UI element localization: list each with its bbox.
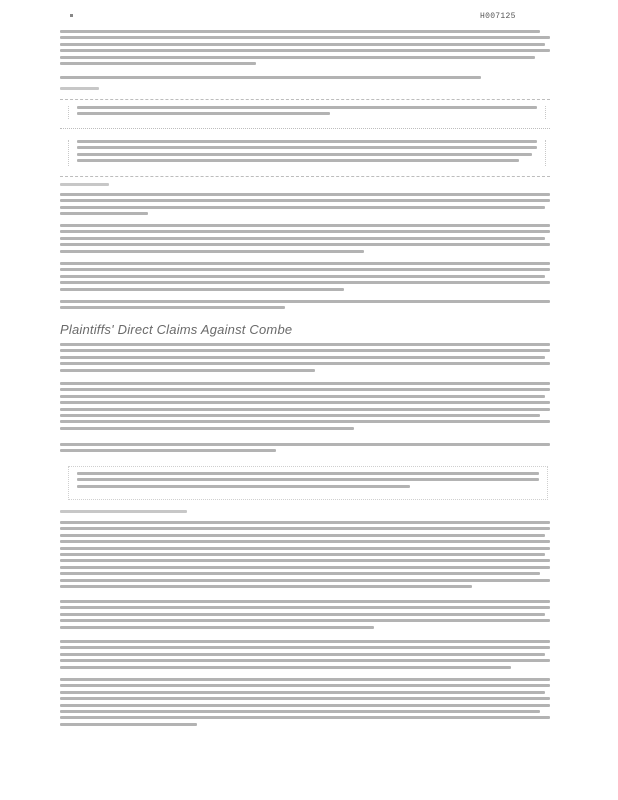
paragraph-claims-3 bbox=[60, 443, 550, 456]
paragraph-background-3 bbox=[60, 262, 550, 294]
quote-divider-top bbox=[60, 99, 550, 100]
paragraph-claims-2 bbox=[60, 382, 550, 433]
bates-number: H007125 bbox=[480, 12, 516, 21]
corner-mark bbox=[70, 14, 73, 17]
block-quote-first bbox=[68, 106, 546, 119]
paragraph-damages-1 bbox=[60, 521, 550, 591]
paragraph-background-4 bbox=[60, 300, 550, 313]
block-quote-second bbox=[68, 140, 546, 166]
paragraph-damages-2 bbox=[60, 600, 550, 632]
quote-divider-mid bbox=[60, 128, 550, 129]
paragraph-claims-1 bbox=[60, 343, 550, 375]
paragraph-damages-4 bbox=[60, 678, 550, 729]
quote-divider-bottom bbox=[60, 176, 550, 177]
paragraph-background-1 bbox=[60, 193, 550, 219]
subheading-small bbox=[60, 87, 550, 93]
subheading-background bbox=[60, 183, 550, 189]
paragraph-lead-in bbox=[60, 76, 550, 82]
section-heading: Plaintiffs' Direct Claims Against Combe bbox=[60, 322, 293, 337]
subheading-damages bbox=[60, 510, 550, 516]
paragraph-damages-3 bbox=[60, 640, 550, 672]
paragraph-intro bbox=[60, 30, 550, 68]
block-quote-third bbox=[68, 466, 548, 500]
paragraph-background-2 bbox=[60, 224, 550, 256]
